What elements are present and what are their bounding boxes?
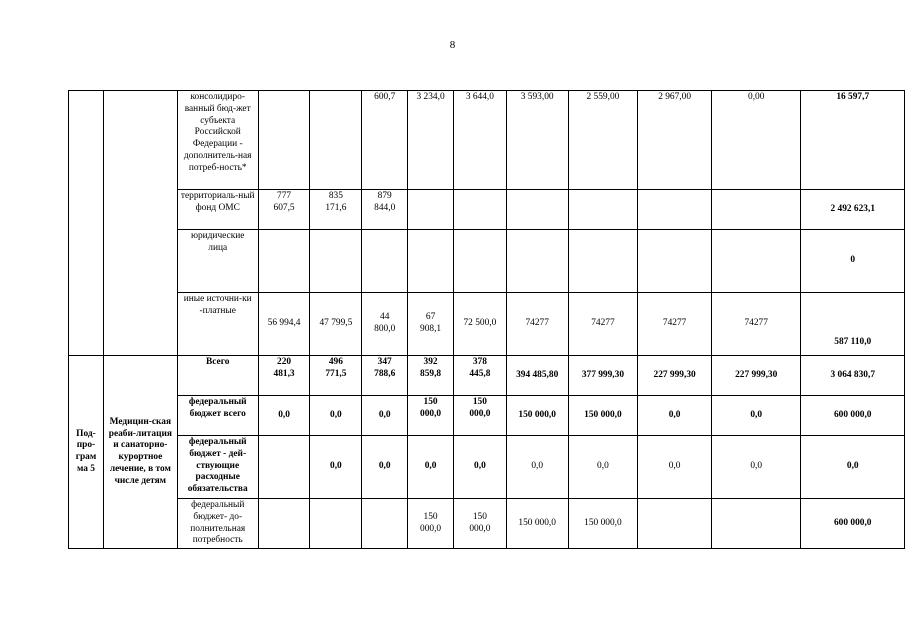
value-cell: 0,0: [711, 396, 801, 436]
value-cell: 2 967,00: [638, 91, 712, 190]
value-cell: 0,0: [638, 436, 712, 499]
value-cell: [711, 190, 801, 230]
value-cell: [258, 91, 310, 190]
value-cell: [310, 230, 362, 293]
value-cell: 0,0: [310, 436, 362, 499]
value-cell: [638, 230, 712, 293]
value-line: 150: [472, 397, 487, 407]
value-cell: [258, 230, 310, 293]
value-cell: 0,0: [408, 436, 454, 499]
value-cell: [506, 190, 568, 230]
source-cell: Всего: [177, 356, 258, 396]
value-cell: [362, 293, 408, 356]
value-cell: 0,0: [258, 396, 310, 436]
value-cell: 0,0: [506, 436, 568, 499]
table-row: [69, 436, 905, 499]
value-line: 000,0: [420, 523, 442, 534]
value-line: 67: [425, 312, 436, 323]
value-cell: 150 000,0: [506, 396, 568, 436]
total-cell: 587 110,0: [801, 293, 905, 356]
table-row: [69, 293, 905, 356]
value-cell: [638, 190, 712, 230]
value-cell: 150 000,0: [568, 499, 638, 549]
total-cell: 600 000,0: [801, 499, 905, 549]
value-cell: 150 000,0: [568, 396, 638, 436]
value-cell: 3 593,00: [506, 91, 568, 190]
value-cell: [454, 190, 507, 230]
value-line: 000,0: [469, 523, 491, 534]
value-line: 481,3: [273, 368, 295, 379]
value-line: 908,1: [420, 324, 442, 334]
value-cell: [258, 499, 310, 549]
table-row: [69, 91, 905, 190]
value-cell: 0,0: [568, 436, 638, 499]
value-cell: 72 500,0: [454, 293, 507, 356]
value-cell: [258, 356, 310, 396]
value-cell: [408, 230, 454, 293]
value-cell: 377 999,30: [568, 356, 638, 396]
table-row: [69, 230, 905, 293]
value-cell: 0,0: [362, 396, 408, 436]
value-cell: 74277: [568, 293, 638, 356]
total-cell: 2 492 623,1: [801, 190, 905, 230]
value-line: 392: [423, 357, 438, 367]
value-line: 445,8: [469, 368, 491, 379]
subprogram-label: Под-про-грам ма 5: [69, 356, 104, 549]
budget-table: [68, 90, 905, 549]
value-cell: [258, 190, 310, 230]
total-cell: 600 000,0: [801, 396, 905, 436]
source-cell: федеральный бюджет - дей-ствующие расходные обязательства: [177, 436, 258, 499]
value-line: 44: [380, 312, 390, 323]
value-line: 171,6: [325, 202, 347, 213]
value-cell: [711, 230, 801, 293]
value-cell: 0,0: [711, 436, 801, 499]
value-cell: 0,0: [638, 396, 712, 436]
value-cell: 74277: [711, 293, 801, 356]
value-line: 220: [277, 357, 292, 367]
value-line: 150: [423, 397, 438, 407]
source-cell: юридические лица: [177, 230, 258, 293]
source-cell: федеральный бюджет всего: [177, 396, 258, 436]
empty-cell: [103, 91, 177, 356]
value-cell: [362, 190, 408, 230]
value-cell: 74277: [638, 293, 712, 356]
value-cell: [408, 293, 454, 356]
table-row: [69, 499, 905, 549]
value-cell: [408, 396, 454, 436]
value-line: 150: [423, 511, 438, 522]
value-cell: [362, 499, 408, 549]
value-cell: [408, 190, 454, 230]
value-cell: [454, 499, 507, 549]
table-row: [69, 396, 905, 436]
value-line: 835: [328, 191, 343, 201]
value-line: 771,5: [325, 368, 347, 379]
value-line: 000,0: [420, 408, 442, 419]
value-cell: 0,0: [310, 396, 362, 436]
value-cell: 3 234,0: [408, 91, 454, 190]
source-cell: федеральный бюджет- до-полнительная потребность: [177, 499, 258, 549]
source-cell: консолидиро-ванный бюд-жет субъекта Российской Федерации - дополнитель-ная потреб-ность*: [177, 91, 258, 190]
value-line: 777: [277, 191, 292, 201]
table-row: [69, 190, 905, 230]
value-cell: 227 999,30: [711, 356, 801, 396]
value-cell: [408, 499, 454, 549]
value-line: 788,6: [374, 368, 396, 379]
value-cell: [362, 356, 408, 396]
value-cell: [506, 230, 568, 293]
value-cell: [711, 499, 801, 549]
value-cell: [568, 190, 638, 230]
total-cell: 3 064 830,7: [801, 356, 905, 396]
value-line: 378: [472, 357, 487, 367]
value-cell: [310, 356, 362, 396]
value-cell: [454, 356, 507, 396]
source-cell: территориаль-ный фонд ОМС: [177, 190, 258, 230]
value-cell: [310, 190, 362, 230]
value-cell: 0,0: [454, 436, 507, 499]
value-cell: 56 994,4: [258, 293, 310, 356]
value-cell: 394 485,80: [506, 356, 568, 396]
value-cell: [568, 230, 638, 293]
value-line: 496: [328, 357, 343, 367]
value-line: 844,0: [374, 202, 396, 213]
total-cell: 0: [801, 230, 905, 293]
value-cell: 227 999,30: [638, 356, 712, 396]
value-cell: [310, 499, 362, 549]
value-line: 000,0: [469, 408, 491, 419]
page-number: 8: [449, 39, 456, 51]
total-cell: 0,0: [801, 436, 905, 499]
value-cell: 0,00: [711, 91, 801, 190]
value-cell: 0,0: [362, 436, 408, 499]
table-row: [69, 356, 905, 396]
value-cell: [408, 356, 454, 396]
value-line: 879: [377, 191, 392, 201]
value-cell: 47 799,5: [310, 293, 362, 356]
value-cell: [310, 91, 362, 190]
subprogram-name: Медицин-ская реаби-литация и санаторно-курортное лечение, в том числе детям: [103, 356, 177, 549]
value-cell: [638, 499, 712, 549]
value-line: 347: [377, 357, 392, 367]
value-cell: [454, 396, 507, 436]
value-cell: [362, 230, 408, 293]
value-cell: 3 644,0: [454, 91, 507, 190]
value-line: 859,8: [420, 368, 442, 379]
value-cell: [454, 230, 507, 293]
value-cell: 74277: [506, 293, 568, 356]
value-cell: 600,7: [362, 91, 408, 190]
value-cell: [258, 436, 310, 499]
value-line: 150: [472, 511, 487, 522]
total-cell: 16 597,7: [801, 91, 905, 190]
value-cell: 150 000,0: [506, 499, 568, 549]
value-cell: 2 559,00: [568, 91, 638, 190]
value-line: 800,0: [374, 324, 396, 334]
source-cell: иные источни-ки -платные: [177, 293, 258, 356]
empty-cell: [69, 91, 104, 356]
value-line: 607,5: [273, 202, 295, 213]
